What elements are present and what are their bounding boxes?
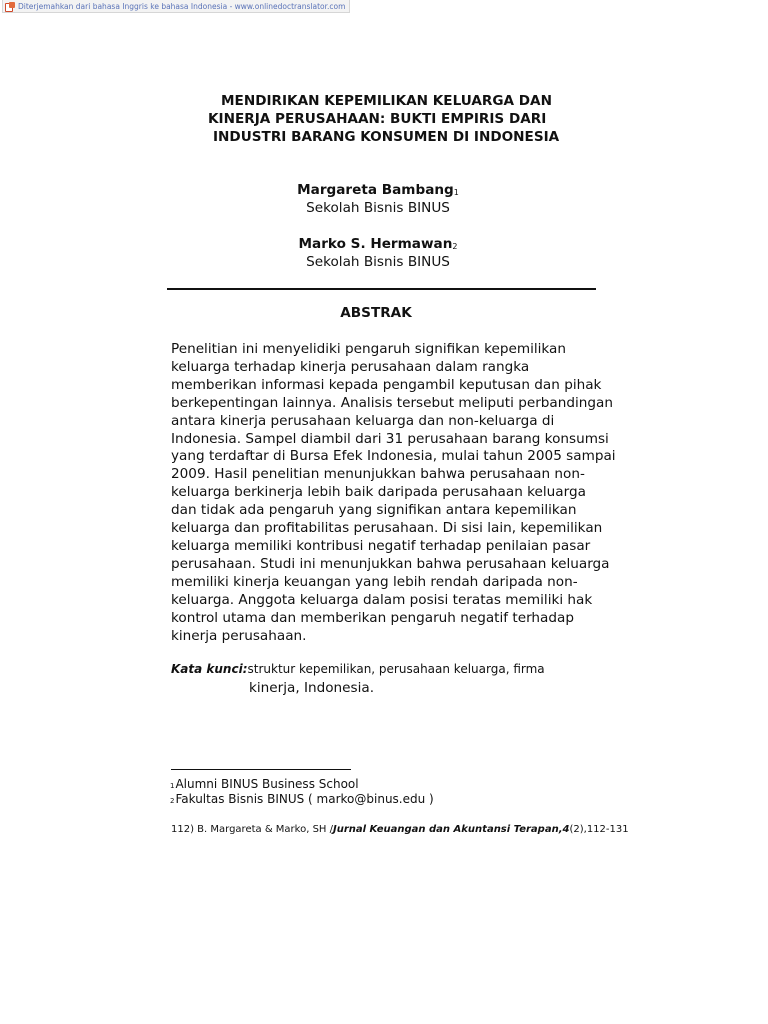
abstract-line: yang terdaftar di Bursa Efek Indonesia, mulai tahun 2005 sampai bbox=[171, 448, 616, 465]
abstract-line: memberikan informasi kepada pengambil keputusan dan pihak bbox=[171, 376, 602, 393]
page-citation: 112) B. Margareta & Marko, SH /Jurnal Keuangan dan Akuntansi Terapan,4(2),112-131 bbox=[171, 824, 629, 835]
author-affiliation: Sekolah Bisnis BINUS bbox=[306, 200, 450, 216]
section-divider bbox=[167, 288, 596, 290]
keywords bbox=[171, 662, 545, 676]
title-line-1: MENDIRIKAN KEPEMILIKAN KELUARGA DAN bbox=[221, 93, 552, 109]
abstract-line: antara kinerja perusahaan keluarga dan non-keluarga di bbox=[171, 412, 555, 429]
abstract-line: dan tidak ada pengaruh yang signifikan antara kepemilikan bbox=[171, 502, 577, 519]
abstract-heading: ABSTRAK bbox=[340, 305, 412, 321]
journal-name: Jurnal Keuangan dan Akuntansi Terapan bbox=[333, 824, 559, 835]
abstract-line: Penelitian ini menyelidiki pengaruh signifikan kepemilikan bbox=[171, 341, 566, 357]
keywords-text: struktur kepemilikan, perusahaan keluarga, firma bbox=[247, 662, 545, 676]
abstract-line: 2009. Hasil penelitian menunjukkan bahwa perusahaan non- bbox=[171, 466, 585, 483]
abstract-line: memiliki kinerja keuangan yang lebih rendah daripada non- bbox=[171, 573, 578, 590]
footnote: 2Fakultas Bisnis BINUS ( marko@binus.edu ) bbox=[170, 792, 434, 806]
keywords-continued: kinerja, Indonesia. bbox=[249, 680, 375, 696]
footnote: 1Alumni BINUS Business School bbox=[170, 777, 359, 791]
abstract-line: keluarga dan profitabilitas perusahaan. Di sisi lain, kepemilikan bbox=[171, 520, 603, 537]
author-name: Margareta Bambang$_1$ bbox=[297, 182, 459, 198]
abstract-line: kontrol utama dan memberikan pengaruh negatif terhadap bbox=[171, 609, 574, 626]
keywords-label: Kata kunci: bbox=[171, 662, 248, 676]
abstract-line: keluarga terhadap kinerja perusahaan dalam rangka bbox=[171, 358, 530, 375]
abstract-line: keluarga. Anggota keluarga dalam posisi teratas memiliki hak bbox=[171, 591, 593, 608]
abstract-line: Indonesia. Sampel diambil dari 31 perusahaan barang konsumsi bbox=[171, 430, 609, 447]
abstract-line: perusahaan. Studi ini menunjukkan bahwa perusahaan keluarga bbox=[171, 555, 610, 572]
abstract-body bbox=[171, 341, 616, 645]
title-line-2: KINERJA PERUSAHAAN: BUKTI EMPIRIS DARI bbox=[208, 111, 547, 127]
abstract-line: kinerja perusahaan. bbox=[171, 627, 307, 644]
author-name: Marko S. Hermawan$_2$ bbox=[298, 236, 458, 252]
translator-link[interactable]: Diterjemahkan dari bahasa Inggris ke bahasa Indonesia - www.onlinedoctranslator.com bbox=[18, 1, 346, 11]
abstract-line: keluarga memiliki kontribusi negatif terhadap penilaian pasar bbox=[171, 537, 591, 554]
translator-banner[interactable] bbox=[2, 0, 350, 13]
document-translate-icon bbox=[5, 2, 16, 11]
author-affiliation: Sekolah Bisnis BINUS bbox=[306, 254, 450, 270]
abstract-line: berkepentingan lainnya. Analisis tersebut meliputi perbandingan bbox=[171, 394, 613, 411]
abstract-line: keluarga berkinerja lebih baik daripada perusahaan keluarga bbox=[171, 484, 586, 501]
title-line-3: INDUSTRI BARANG KONSUMEN DI INDONESIA bbox=[213, 129, 560, 145]
footnote-divider bbox=[171, 769, 351, 770]
